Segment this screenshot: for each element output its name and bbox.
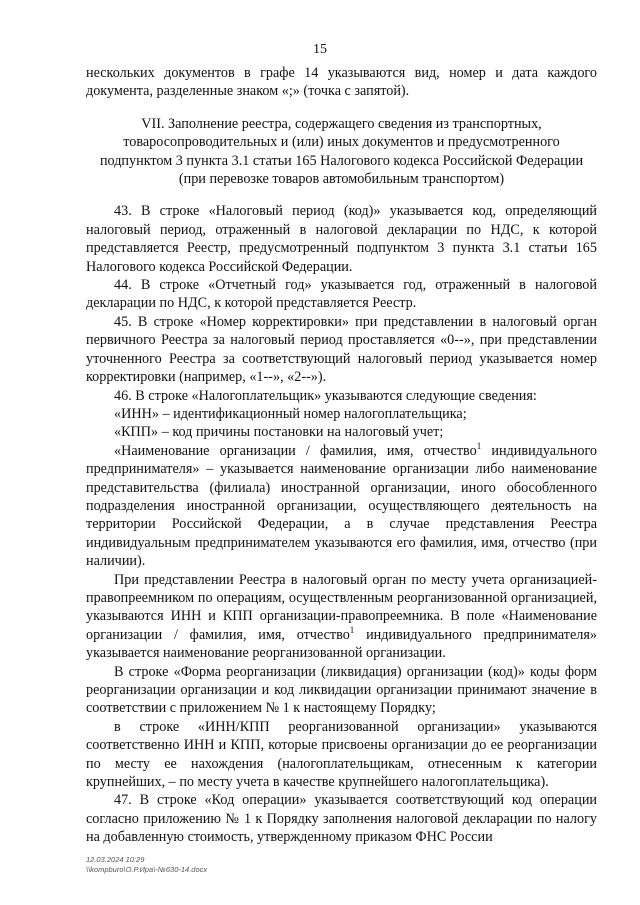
reorg-form-paragraph: В строке «Форма реорганизации (ликвидация) организации (код)» коды форм реорганизации организации и код ликвидации организации принимают значение в соответствии с приложением № 1 к настоящему Порядку;	[86, 663, 597, 717]
name-paragraph	[86, 442, 597, 571]
footnote-ref: 1	[476, 440, 482, 451]
paragraph-47: 47. В строке «Код операции» указывается соответствующий код операции согласно приложению № 1 к Порядку заполнения налоговой декларации по налогу на добавленную стоимость, утвержденному приказом ФНС России	[86, 792, 597, 846]
section-heading: VII. Заполнение реестра, содержащего сведения из транспортных, товаросопроводительных и (или) иных документов и предусмотренного подпунктом 3 пункта 3.1 статьи 165 Налогового кодекса Российской Федерации (при перевозке товаров автомобильным транспортом)	[99, 115, 584, 188]
footer-date: 12.03.2024 10:29	[86, 855, 145, 864]
paragraph-45: 45. В строке «Номер корректировки» при представлении в налоговый орган первичного Реестра за налоговый период проставляется «0--», при представлении уточненного Реестра за соответствующий налоговый период указывается номер корректировки (например, «1--», «2--»).	[86, 313, 597, 386]
paragraph-46: 46. В строке «Налогоплательщик» указываются следующие сведения:	[114, 387, 537, 404]
page-number: 15	[313, 42, 327, 57]
file-footer	[86, 855, 207, 875]
reorg-text-b: индивидуального предпринимателя» указывается наименование реорганизованной организации.	[86, 626, 597, 662]
name-text-a: «Наименование организации / фамилия, имя, отчество	[114, 442, 477, 459]
name-text-b: индивидуального предпринимателя» – указывается наименование организации либо наименование представительства (филиала) иностранной организации, иного обособленного подразделения иностранной организации, осуществляющего деятельность на территории Российской Федерации, а в случае представления Реестра индивидуальным предпринимателем указываются его фамилия, имя, отчество (при наличии).	[86, 442, 598, 570]
footnote-ref: 1	[349, 624, 355, 635]
inn-line: «ИНН» – идентификационный номер налогоплательщика;	[114, 405, 467, 422]
document-body	[86, 64, 597, 847]
kpp-line: «КПП» – код причины постановки на налоговый учет;	[114, 424, 444, 441]
paragraph-44: 44. В строке «Отчетный год» указывается год, отраженный в налоговой декларации по НДС, к которой представляется Реестр.	[86, 277, 597, 312]
reorg-paragraph	[86, 571, 597, 663]
footer-path: \\kompburo\О.Р.Ира\-№630-14.docx	[86, 865, 208, 874]
intro-paragraph: нескольких документов в графе 14 указываются вид, номер и дата каждого документа, разделенные знаком «;» (точка с запятой).	[86, 65, 597, 100]
reorg-text-a: При представлении Реестра в налоговый орган по месту учета организацией-правопреемником по операциям, осуществленным реорганизованной организацией, указываются ИНН и КПП организации-правопреемника. В поле «Наименование организации / фамилия, имя, отчество	[86, 571, 597, 643]
paragraph-43: 43. В строке «Налоговый период (код)» указывается код, определяющий налоговый период, отраженный в налоговой декларации по НДС, к которой представляется Реестр, предусмотренный подпунктом 3 пункта 3.1 статьи 165 Налогового кодекса Российской Федерации.	[86, 203, 597, 275]
inn-kpp-reorg-paragraph: в строке «ИНН/КПП реорганизованной организации» указываются соответственно ИНН и КПП, которые присвоены организации до ее реорганизации по месту ее нахождения (налогоплательщикам, отнесенным к категории крупнейших, – по месту учета в качестве крупнейшего налогоплательщика).	[86, 718, 597, 791]
